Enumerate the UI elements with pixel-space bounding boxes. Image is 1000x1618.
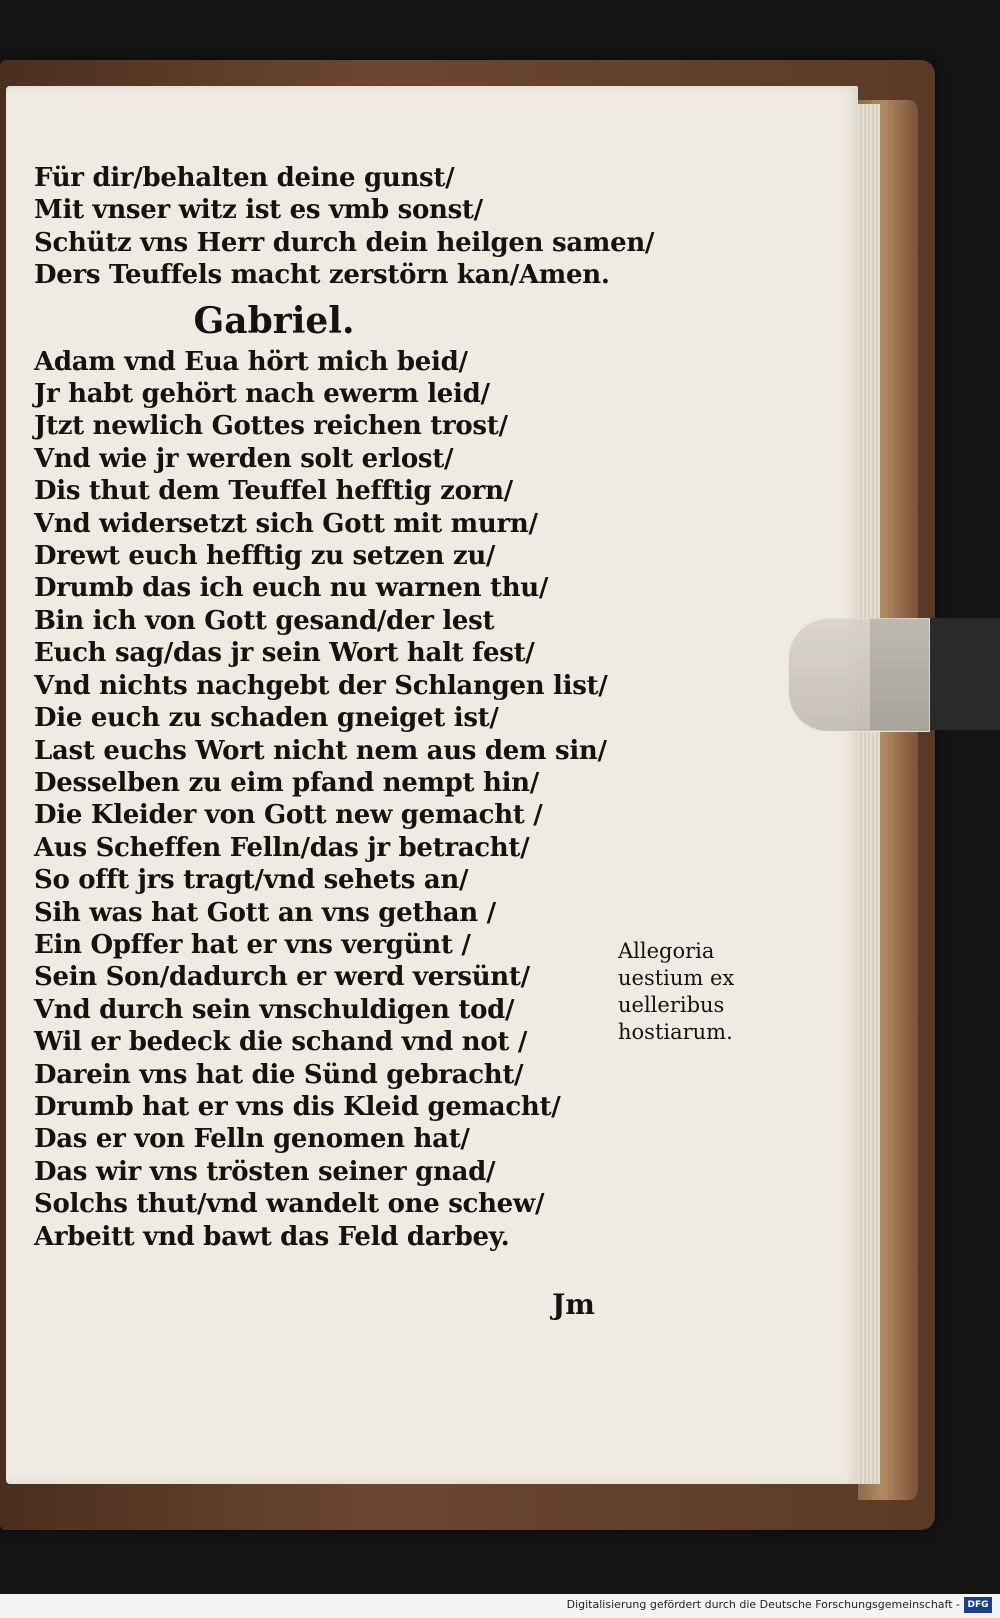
text-line: Desselben zu eim pfand nempt hin/ [34,767,539,798]
footer-bar [0,1594,1000,1618]
text-line: Vnd nichts nachgebt der Schlangen list/ [34,670,608,701]
marginal-line: uestium ex [618,966,735,990]
text-line: Euch sag/das jr sein Wort halt fest/ [34,638,535,669]
text-line: Sein Son/dadurch er werd versünt/ [34,962,530,993]
text-line: Das er von Felln genomen hat/ [34,1124,470,1155]
catchword: Jm [552,1288,595,1321]
marginal-line: uelleribus [618,993,725,1017]
text-line: Sih was hat Gott an vns gethan / [34,897,496,928]
text-line: Die euch zu schaden gneiget ist/ [34,703,499,734]
text-line: Arbeitt vnd bawt das Feld darbey. [34,1221,510,1252]
text-line: Drumb hat er vns dis Kleid gemacht/ [34,1091,561,1122]
text-line: Drumb das ich euch nu warnen thu/ [34,573,549,604]
text-line: Jr habt gehört nach ewerm leid/ [34,379,490,410]
text-line: Vnd widersetzt sich Gott mit murn/ [34,508,538,539]
marginal-note [618,938,768,1046]
text-line: So offt jrs tragt/vnd sehets an/ [34,865,469,896]
text-line: Das wir vns trösten seiner gnad/ [34,1156,496,1187]
text-line: Wil er bedeck die schand vnd not / [34,1027,528,1058]
text-line: Dis thut dem Teuffel hefftig zorn/ [34,476,513,507]
text-line: Vnd wie jr werden solt erlost/ [34,443,454,474]
text-line: Jtzt newlich Gottes reichen trost/ [34,411,508,442]
text-line: Vnd durch sein vnschuldigen tod/ [34,994,515,1025]
main-text [34,162,655,1253]
text-line: Drewt euch hefftig zu setzen zu/ [34,541,496,572]
text-line: Solchs thut/vnd wandelt one schew/ [34,1189,545,1220]
speaker-heading: Gabriel. [193,299,355,342]
text-line: Darein vns hat die Sünd gebracht/ [34,1059,524,1090]
text-line: Schütz vns Herr durch dein heilgen samen/ [34,227,655,258]
text-line: Ein Opffer hat er vns vergünt / [34,929,471,960]
text-line: Aus Scheffen Felln/das jr betracht/ [34,832,530,863]
text-line: Last euchs Wort nicht nem aus dem sin/ [34,735,607,766]
dfg-logo-icon: DFG [964,1597,992,1613]
text-line: Die Kleider von Gott new gemacht / [34,800,543,831]
text-line: Für dir/behalten deine gunst/ [34,163,455,193]
text-line: Adam vnd Eua hört mich beid/ [34,346,468,377]
marginal-line: Allegoria [618,939,715,963]
page-clip [788,618,930,732]
text-line: Bin ich von Gott gesand/der lest [34,605,495,636]
funding-credit: Digitalisierung gefördert durch die Deutsche Forschungsgemeinschaft - [566,1598,960,1611]
marginal-line: hostiarum. [618,1020,733,1044]
text-line: Mit vnser witz ist es vmb sonst/ [34,195,483,226]
text-line: Ders Teuffels macht zerstörn kan/Amen. [34,260,610,291]
